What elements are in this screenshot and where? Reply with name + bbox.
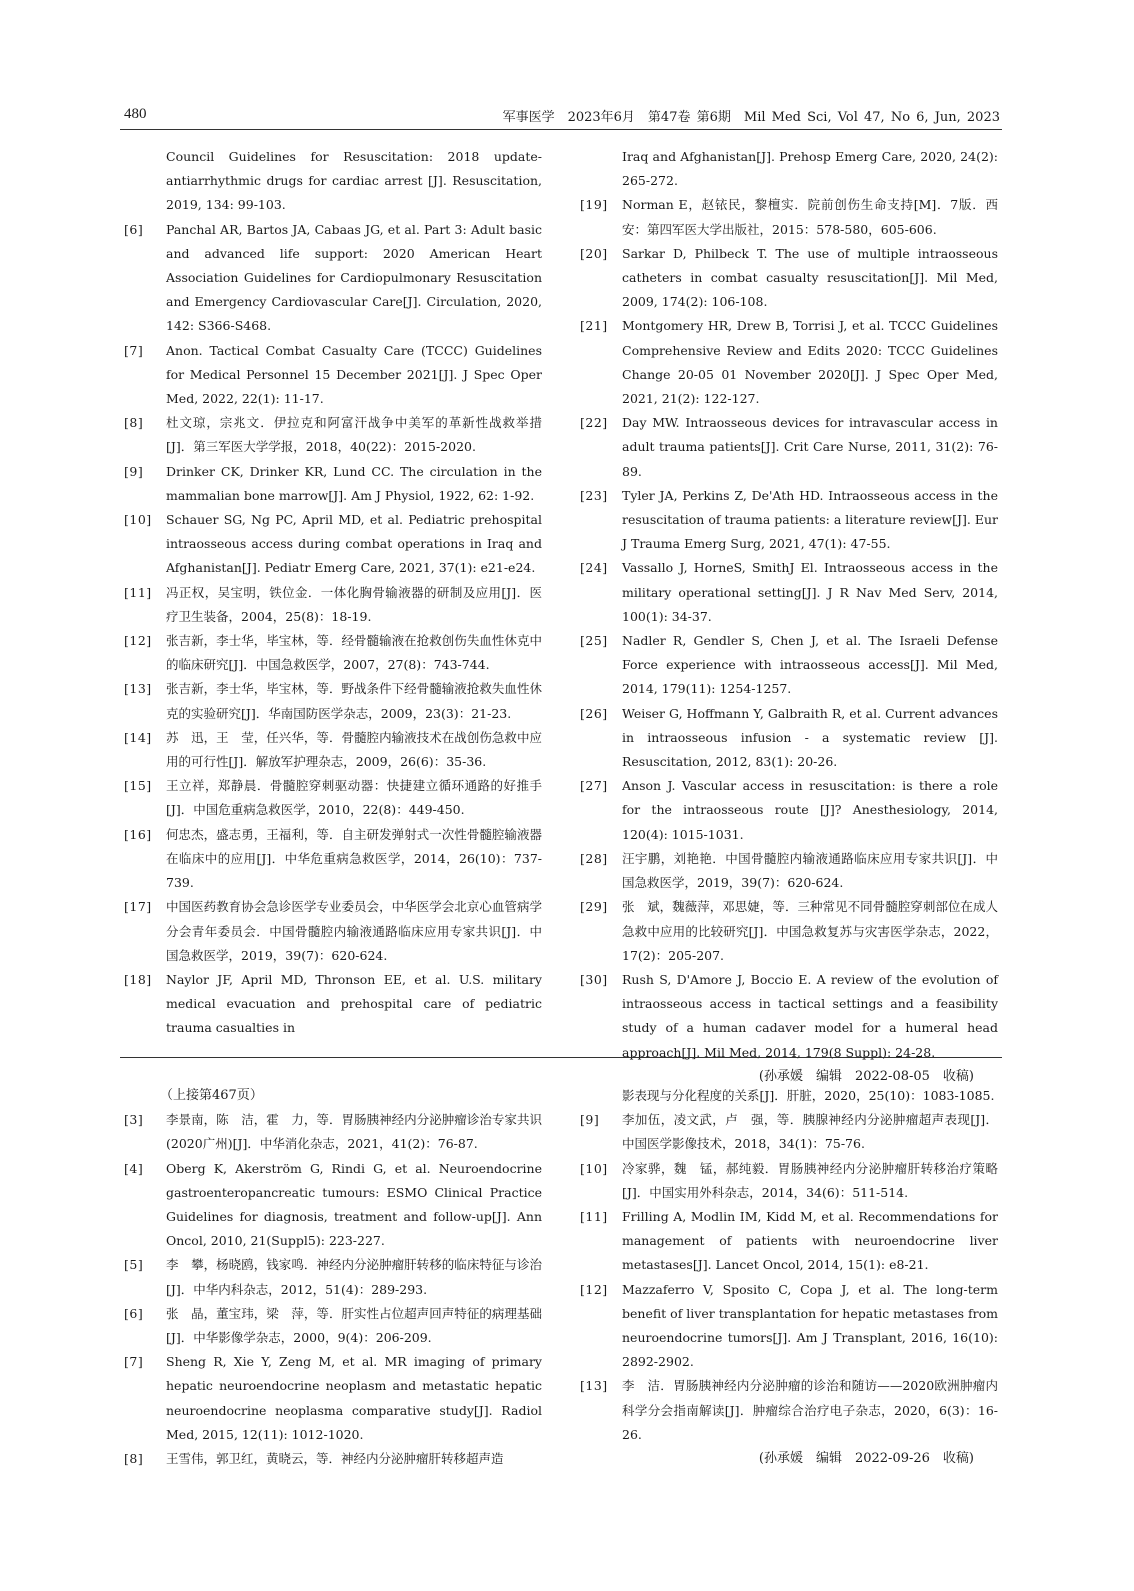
reference-number: [18] <box>124 971 152 987</box>
reference-number: [28] <box>580 850 608 866</box>
bottom-left-references <box>124 1084 542 1471</box>
reference-text: Sheng R, Xie Y, Zeng M, et al. MR imaging of primary hepatic neuroendocrine neoplasm and metastatic hepatic neuroendocrine neoplasma comparative study[J]. Radiol Med, 2015, 12(11): 1012-1020. <box>166 1354 542 1442</box>
reference-number: [5] <box>124 1257 144 1273</box>
reference-text: Frilling A, Modlin IM, Kidd M, et al. Recommendations for management of patients with neuroendocrine liver metastases[J]. Lancet Oncol, 2014, 15(1): e8-21. <box>622 1209 998 1273</box>
reference-entry <box>580 1108 998 1156</box>
reference-text: 张 斌，魏薇萍，邓思婕，等．三种常见不同骨髓腔穿刺部位在成人急救中应用的比较研究[J]．中国急救复苏与灾害医学杂志，2022，17(2)：205-207. <box>622 899 998 963</box>
reference-number: [21] <box>580 318 608 334</box>
reference-number: [19] <box>580 197 608 213</box>
reference-entry <box>580 847 998 895</box>
bottom-right-list <box>580 1084 998 1447</box>
reference-text: 苏 迅，王 莹，任兴华，等．骨髓腔内输液技术在战创伤急救中应用的可行性[J]．解放军护理杂志，2009，26(6)：35-36. <box>166 729 542 770</box>
reference-number: [24] <box>580 560 608 576</box>
reference-entry <box>124 1157 542 1254</box>
reference-text: Norman E，赵铱民，黎檀实．院前创伤生命支持[M]．7版．西安：第四军医大学出版社，2015：578-580，605-606. <box>622 197 998 237</box>
reference-entry <box>580 1205 998 1278</box>
reference-number: [16] <box>124 826 152 842</box>
reference-entry <box>124 677 542 725</box>
reference-entry <box>124 823 542 896</box>
reference-number: [25] <box>580 633 608 649</box>
reference-number: [14] <box>124 729 152 745</box>
reference-text: 张吉新，李士华，毕宝林，等．经骨髓输液在抢救创伤失血性休克中的临床研究[J]．中国急救医学，2007，27(8)：743-744. <box>166 633 542 673</box>
reference-text: Rush S, D'Amore J, Boccio E. A review of the evolution of intraosseous access in tactical settings and a feasibility study of a human cadaver model for a humeral head approach[J]. Mil Med, 2014, 179(8 Suppl): 24-28. <box>622 971 998 1060</box>
editor-signature: (孙承媛 编辑 2022-08-05 收稿) <box>758 1068 974 1084</box>
reference-entry <box>124 145 542 218</box>
reference-entry <box>580 1084 998 1108</box>
reference-text: 李加伍，凌文武，卢 强，等．胰腺神经内分泌肿瘤超声表现[J]．中国医学影像技术，2018，34(1)：75-76. <box>622 1112 998 1152</box>
reference-number: [12] <box>124 633 152 649</box>
reference-text: Council Guidelines for Resuscitation: 2018 update-antiarrhythmic drugs for cardiac arrest [J]. Resuscitation, 2019, 134: 99-103. <box>166 149 542 213</box>
reference-text: Tyler JA, Perkins Z, De'Ath HD. Intraosseous access in the resuscitation of trauma patients: a literature review[J]. Eur J Trauma Emerg Surg, 2021, 47(1): 47-55. <box>622 487 998 552</box>
reference-number: [8] <box>124 1451 144 1467</box>
reference-text: 王立祥，郑静晨．骨髓腔穿刺驱动器：快捷建立循环通路的好推手[J]．中国危重病急救医学，2010，22(8)：449-450. <box>166 778 542 818</box>
reference-number: [23] <box>580 487 608 503</box>
reference-text: 何忠杰，盛志勇，王福利，等．自主研发弹射式一次性骨髓腔输液器在临床中的应用[J]．中华危重病急救医学，2014，26(10)：737-739. <box>166 826 542 891</box>
reference-entry <box>124 1253 542 1301</box>
reference-number: [26] <box>580 705 608 721</box>
reference-number: [29] <box>580 899 608 915</box>
reference-entry <box>580 411 998 484</box>
reference-number: [10] <box>124 512 152 528</box>
continuation-note: （上接第467页） <box>160 1088 263 1103</box>
reference-entry <box>124 581 542 629</box>
reference-text: Schauer SG, Ng PC, April MD, et al. Pediatric prehospital intraosseous access during combat operations in Iraq and Afghanistan[J]. Pediatr Emerg Care, 2021, 37(1): e21-e24. <box>166 512 542 576</box>
reference-entry <box>124 774 542 822</box>
editor-signature: (孙承媛 编辑 2022-09-26 收稿) <box>758 1451 974 1467</box>
reference-entry <box>124 1350 542 1447</box>
reference-text: 杜文琼，宗兆文．伊拉克和阿富汗战争中美军的革新性战救举措[J]．第三军医大学学报，2018，40(22)：2015-2020. <box>166 415 542 455</box>
reference-entry <box>124 339 542 412</box>
reference-number: [3] <box>124 1112 144 1128</box>
reference-text: 冯正权，吴宝明，铁位金．一体化胸骨输液器的研制及应用[J]．医疗卫生装备，2004，25(8)：18-19. <box>166 584 542 624</box>
reference-number: [11] <box>580 1209 608 1225</box>
reference-text: 汪宇鹏，刘艳艳．中国骨髓腔内输液通路临床应用专家共识[J]．中国急救医学，2019，39(7)：620-624. <box>622 850 998 891</box>
reference-entry <box>124 895 542 968</box>
reference-number: [6] <box>124 1305 144 1321</box>
reference-text: 李 攀，杨晓鸥，钱家鸣．神经内分泌肿瘤肝转移的临床特征与诊治[J]．中华内科杂志，2012，51(4)：289-293. <box>166 1257 542 1297</box>
reference-entry <box>124 1108 542 1156</box>
page-number: 480 <box>124 106 147 122</box>
reference-entry <box>580 193 998 241</box>
reference-text: Iraq and Afghanistan[J]. Prehosp Emerg Care, 2020, 24(2): 265-272. <box>622 149 998 189</box>
reference-number: [7] <box>124 342 144 358</box>
reference-text: Mazzaferro V, Sposito C, Copa J, et al. The long-term benefit of liver transplantation for hepatic metastases from neuroendocrine tumors[J]. Am J Transplant, 2016, 16(10): 2892-2902. <box>622 1281 998 1370</box>
reference-text: Panchal AR, Bartos JA, Cabaas JG, et al. Part 3: Adult basic and advanced life support: 2020 American Heart Association Guidelines for Cardiopulmonary Resuscitation and Emergency Cardiovascular Care[J]. Circulation, 2020, 142: S366-S468. <box>166 221 542 334</box>
reference-number: [7] <box>124 1354 144 1370</box>
reference-number: [9] <box>124 463 144 479</box>
reference-number: [10] <box>580 1160 608 1176</box>
reference-number: [20] <box>580 245 608 261</box>
reference-text: 张 晶，董宝玮，梁 萍，等．肝实性占位超声回声特征的病理基础[J]．中华影像学杂志，2000，9(4)：206-209. <box>166 1305 542 1346</box>
reference-text: Nadler R, Gendler S, Chen J, et al. The Israeli Defense Force experience with intraosseous access[J]. Mil Med, 2014, 179(11): 1254-1257. <box>622 633 998 697</box>
reference-text: Anon. Tactical Combat Casualty Care (TCCC) Guidelines for Medical Personnel 15 December 2021[J]. J Spec Oper Med, 2022, 22(1): 11-17. <box>166 342 542 407</box>
reference-text: 李景南，陈 洁，霍 力，等．胃肠胰神经内分泌肿瘤诊治专家共识(2020广州)[J]．中华消化杂志，2021，41(2)：76-87. <box>166 1112 542 1152</box>
top-left-references <box>124 145 542 1041</box>
top-right-references <box>580 145 998 1089</box>
reference-entry <box>124 629 542 677</box>
reference-text: 影表现与分化程度的关系[J]．肝脏，2020，25(10)：1083-1085. <box>622 1088 995 1103</box>
reference-entry <box>124 218 542 339</box>
reference-entry <box>580 242 998 315</box>
reference-entry <box>124 1447 542 1471</box>
bottom-left-list <box>124 1108 542 1471</box>
reference-number: [11] <box>124 584 152 600</box>
reference-entry <box>580 1157 998 1205</box>
reference-number: [15] <box>124 778 152 794</box>
reference-number: [17] <box>124 899 152 915</box>
reference-number: [27] <box>580 778 608 794</box>
reference-entry <box>124 460 542 508</box>
section-divider <box>120 1057 1002 1058</box>
reference-entry <box>124 508 542 581</box>
reference-number: [13] <box>124 681 152 697</box>
reference-number: [8] <box>124 415 144 431</box>
journal-header: 军事医学 2023年6月 第47卷 第6期 Mil Med Sci, Vol 47, No 6, Jun, 2023 <box>502 110 1000 125</box>
reference-text: Montgomery HR, Drew B, Torrisi J, et al. TCCC Guidelines Comprehensive Review and Edits 2020: TCCC Guidelines Change 20-05 01 November 2020[J]. J Spec Oper Med, 2021, 21(2): 122-127. <box>622 318 998 407</box>
reference-text: 王雪伟，郭卫红，黄晓云，等．神经内分泌肿瘤肝转移超声造 <box>166 1451 504 1467</box>
reference-text: 李 洁．胃肠胰神经内分泌肿瘤的诊治和随访——2020欧洲肿瘤内科学分会指南解读[J]．肿瘤综合治疗电子杂志，2020，6(3)：16-26. <box>622 1378 998 1442</box>
reference-number: [30] <box>580 971 608 987</box>
reference-entry <box>580 314 998 411</box>
reference-text: Sarkar D, Philbeck T. The use of multiple intraosseous catheters in combat casualty resuscitation[J]. Mil Med, 2009, 174(2): 106-108. <box>622 245 998 310</box>
reference-entry <box>580 774 998 847</box>
reference-text: Vassallo J, HorneS, SmithJ El. Intraosseous access in the military operational setting[J]. J R Nav Med Serv, 2014, 100(1): 34-37. <box>622 560 998 624</box>
reference-number: [6] <box>124 221 144 237</box>
reference-entry <box>580 556 998 629</box>
reference-entry <box>580 1278 998 1375</box>
reference-text: Oberg K, Akerström G, Rindi G, et al. Neuroendocrine gastroenteropancreatic tumours: ESMO Clinical Practice Guidelines for diagnosis, treatment and follow-up[J]. Ann Oncol, 2010, 21(Suppl5): 223-227. <box>166 1160 542 1249</box>
reference-number: [12] <box>580 1281 608 1297</box>
reference-number: [22] <box>580 415 608 431</box>
reference-entry <box>124 726 542 774</box>
reference-entry <box>580 968 998 1065</box>
reference-text: Day MW. Intraosseous devices for intravascular access in adult trauma patients[J]. Crit Care Nurse, 2011, 31(2): 76-89. <box>622 415 998 479</box>
reference-entry <box>124 968 542 1041</box>
reference-entry <box>580 145 998 193</box>
reference-text: Drinker CK, Drinker KR, Lund CC. The circulation in the mammalian bone marrow[J]. Am J Physiol, 1922, 62: 1-92. <box>166 463 542 503</box>
reference-entry <box>580 629 998 702</box>
bottom-right-references <box>580 1084 998 1471</box>
reference-text: Anson J. Vascular access in resuscitation: is there a role for the intraosseous route [J]? Anesthesiology, 2014, 120(4): 1015-1031. <box>622 778 998 842</box>
header-rule <box>120 129 1002 130</box>
reference-entry <box>580 702 998 775</box>
reference-entry <box>580 1374 998 1447</box>
reference-entry <box>580 895 998 968</box>
reference-number: [9] <box>580 1112 600 1128</box>
reference-number: [4] <box>124 1160 144 1176</box>
reference-entry <box>124 1302 542 1350</box>
reference-entry <box>124 411 542 459</box>
reference-number: [13] <box>580 1378 608 1394</box>
reference-text: 冷家骅，魏 锰，郝纯毅．胃肠胰神经内分泌肿瘤肝转移治疗策略[J]．中国实用外科杂志，2014，34(6)：511-514. <box>622 1160 998 1200</box>
top-right-list <box>580 145 998 1065</box>
reference-text: 中国医药教育协会急诊医学专业委员会，中华医学会北京心血管病学分会青年委员会．中国骨髓腔内输液通路临床应用专家共识[J]．中国急救医学，2019，39(7)：620-624. <box>166 899 542 963</box>
reference-text: 张吉新，李士华，毕宝林，等．野战条件下经骨髓输液抢救失血性休克的实验研究[J]．华南国防医学杂志，2009，23(3)：21-23. <box>166 681 542 721</box>
reference-entry <box>580 484 998 557</box>
reference-text: Weiser G, Hoffmann Y, Galbraith R, et al. Current advances in intraosseous infusion - a systematic review [J]. Resuscitation, 2012, 83(1): 20-26. <box>622 705 998 770</box>
reference-text: Naylor JF, April MD, Thronson EE, et al. U.S. military medical evacuation and prehospital care of pediatric trauma casualties in <box>166 971 542 1036</box>
